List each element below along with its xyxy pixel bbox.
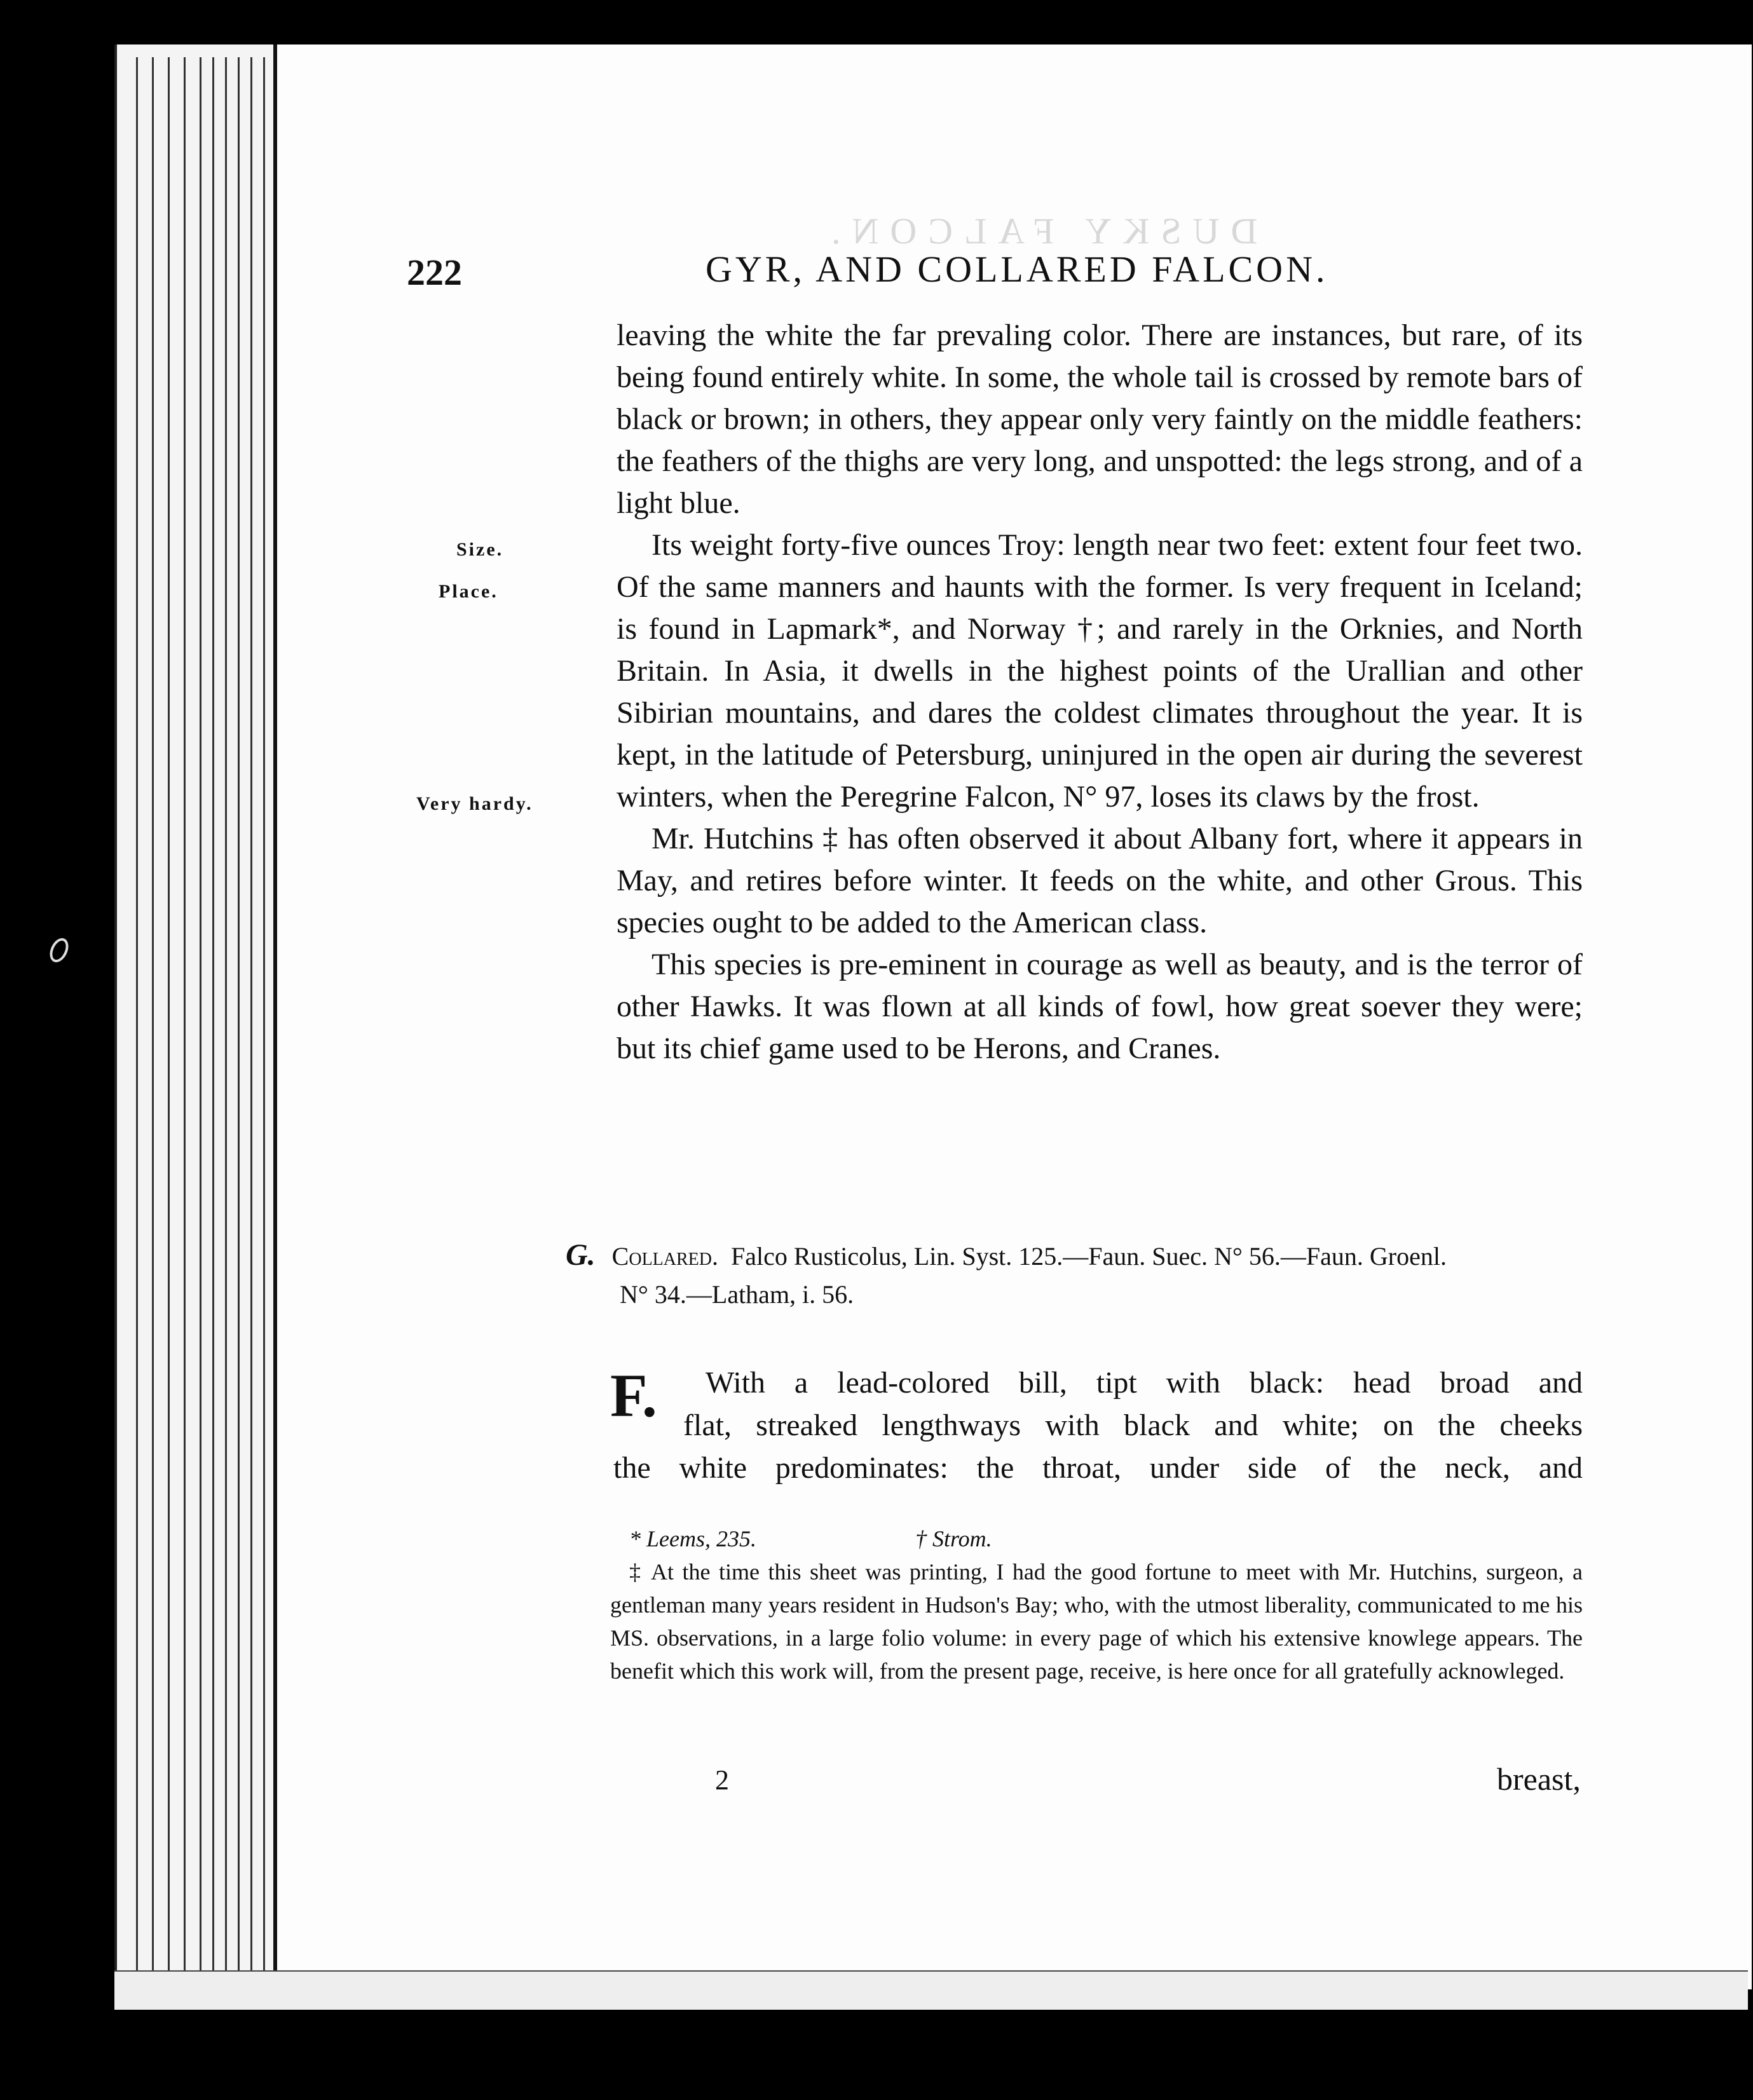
species-name: Collared. xyxy=(611,1242,718,1271)
paragraph-courage: This species is pre-eminent in courage as well as beauty, and is the terror of other Hawks. It was flown at all kinds of fowl, how great soever they were; but its chief game used to be Herons, and Cranes. xyxy=(617,948,1583,1065)
catchword: breast, xyxy=(1497,1761,1581,1797)
footnote-dagger: † Strom. xyxy=(915,1526,992,1551)
margin-note-very-hardy: Very hardy. xyxy=(416,793,533,814)
species-synonymy-line1: Falco Rusticolus, Lin. Syst. 125.—Faun. Suec. N° 56.—Faun. Groenl. xyxy=(731,1242,1447,1271)
species-heading xyxy=(566,1236,1583,1314)
margin-note-place: Place. xyxy=(439,581,498,602)
book-bottom-edge xyxy=(114,1970,1748,2010)
description-line-1: With a lead-colored bill, tipt with black: head broad and xyxy=(706,1366,1583,1400)
signature-mark: 2 xyxy=(715,1764,729,1796)
paragraph-size-place: Its weight forty-five ounces Troy: length near two feet: extent four feet two. Of the same manners and haunts with the former. Is very frequent in Iceland; is found in Lapmark*, and Norway †; and rarely in the Orknies, and North Britain. In Asia, it dwells in the highest points of the Urallian and other Sibirian mountains, and dares the coldest climates throughout the year. It is kept, in the latitude of Petersburg, uninjured in the open air during the severest winters, when the Peregrine Falcon, N° 97, loses its claws by the frost. xyxy=(617,528,1583,814)
page-number: 222 xyxy=(407,252,462,293)
description-line-3: the white predominates: the throat, under side of the neck, and xyxy=(613,1451,1583,1485)
species-letter: G. xyxy=(566,1238,596,1272)
body-text xyxy=(617,315,1583,1070)
footnote-star: * Leems, 235. xyxy=(629,1526,756,1551)
scan-artifact xyxy=(46,935,72,965)
margin-note-size: Size. xyxy=(456,539,504,560)
drop-cap: F. xyxy=(610,1361,657,1429)
species-synonymy-line2: N° 34.—Latham, i. 56. xyxy=(620,1280,854,1309)
description-line-2: flat, streaked lengthways with black and white; on the cheeks xyxy=(683,1408,1583,1442)
footnote-double-dagger: ‡ At the time this sheet was printing, I had the good fortune to meet with Mr. Hutchins, surgeon, a gentleman many years resident in Hudson's Bay; who, with the utmost liberality, communicated to me his MS. observations, in a large folio volume: in every page of which his extensive knowlege appears. The benefit which this work will, from the present page, receive, is here once for all gratefully acknowleged. xyxy=(610,1559,1583,1684)
page-title: GYR, AND COLLARED FALCON. xyxy=(706,249,1328,290)
footnotes xyxy=(610,1522,1583,1688)
paragraph-hutchins: Mr. Hutchins ‡ has often observed it about Albany fort, where it appears in May, and retires before winter. It feeds on the white, and other Grous. This species ought to be added to the American class. xyxy=(617,822,1583,939)
paragraph-continuation: leaving the white the far prevaling color. There are instances, but rare, of its being found entirely white. In some, the whole tail is crossed by remote bars of black or brown; in others, they appear only very faintly on the middle feathers: the feathers of the thighs are very long, and unspotted: the legs strong, and of a light blue. xyxy=(617,318,1583,520)
book-page-stack xyxy=(114,44,276,1989)
show-through-text: DUSKY FALCON. xyxy=(820,210,1258,252)
